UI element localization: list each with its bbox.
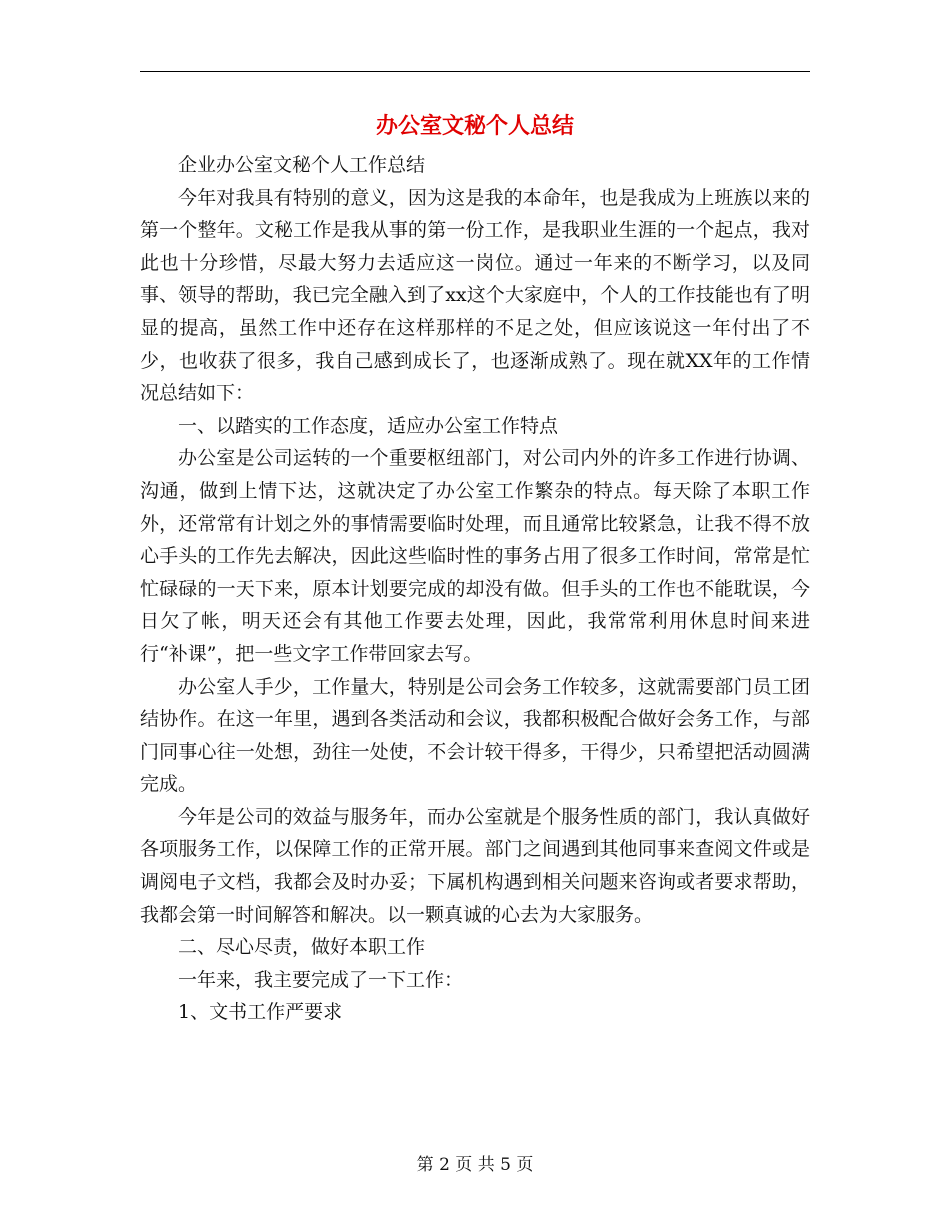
body-paragraph: 办公室人手少，工作量大，特别是公司会务工作较多，这就需要部门员工团结协作。在这一年里，遇到各类活动和会议，我都积极配合做好会务工作，与部门同事心往一处想，劲往一处使，不会计较干得多，干得少，只希望把活动圆满完成。 [140,675,810,796]
sub-heading: 1、文书工作严要求 [178,1001,343,1024]
header-rule [140,71,810,72]
body-paragraph: 办公室是公司运转的一个重要枢纽部门，对公司内外的许多工作进行协调、沟通，做到上情下达，这就决定了办公室工作繁杂的特点。每天除了本职工作外，还常常有计划之外的事情需要临时处理，而且通常比较紧急，让我不得不放心手头的工作先去解决，因此这些临时性的事务占用了很多工作时间，常常是忙忙碌碌的一天下来，原本计划要完成的却没有做。但手头的工作也不能耽误，今日欠了帐，明天还会有其他工作要去处理，因此，我常常利用休息时间来进行“补课”，把一些文字工作带回家去写。 [140,447,810,665]
section-heading-1: 一、以踏实的工作态度，适应办公室工作特点 [178,414,559,437]
page-number-footer: 第 2 页 共 5 页 [416,1155,534,1175]
document-title: 办公室文秘个人总结 [375,113,574,139]
document-body [140,149,810,1029]
body-paragraph: 一年来，我主要完成了一下工作： [178,968,464,991]
section-heading-2: 二、尽心尽责，做好本职工作 [178,936,426,959]
body-paragraph: 今年是公司的效益与服务年，而办公室就是个服务性质的部门，我认真做好各项服务工作，以保障工作的正常开展。部门之间遇到其他同事来查阅文件或是调阅电子文档，我都会及时办妥；下属机构遇到相关问题来咨询或者要求帮助，我都会第一时间解答和解决。以一颗真诚的心去为大家服务。 [140,805,810,926]
subtitle-paragraph: 企业办公室文秘个人工作总结 [178,154,426,176]
intro-paragraph: 今年对我具有特别的意义，因为这是我的本命年，也是我成为上班族以来的第一个整年。文秘工作是我从事的第一份工作，是我职业生涯的一个起点，我对此也十分珍惜，尽最大努力去适应这一岗位。通过一年来的不断学习，以及同事、领导的帮助，我已完全融入到了xx这个大家庭中，个人的工作技能也有了明显的提高，虽然工作中还存在这样那样的不足之处，但应该说这一年付出了不少，也收获了很多，我自己感到成长了，也逐渐成熟了。现在就XX年的工作情况总结如下： [140,186,810,405]
